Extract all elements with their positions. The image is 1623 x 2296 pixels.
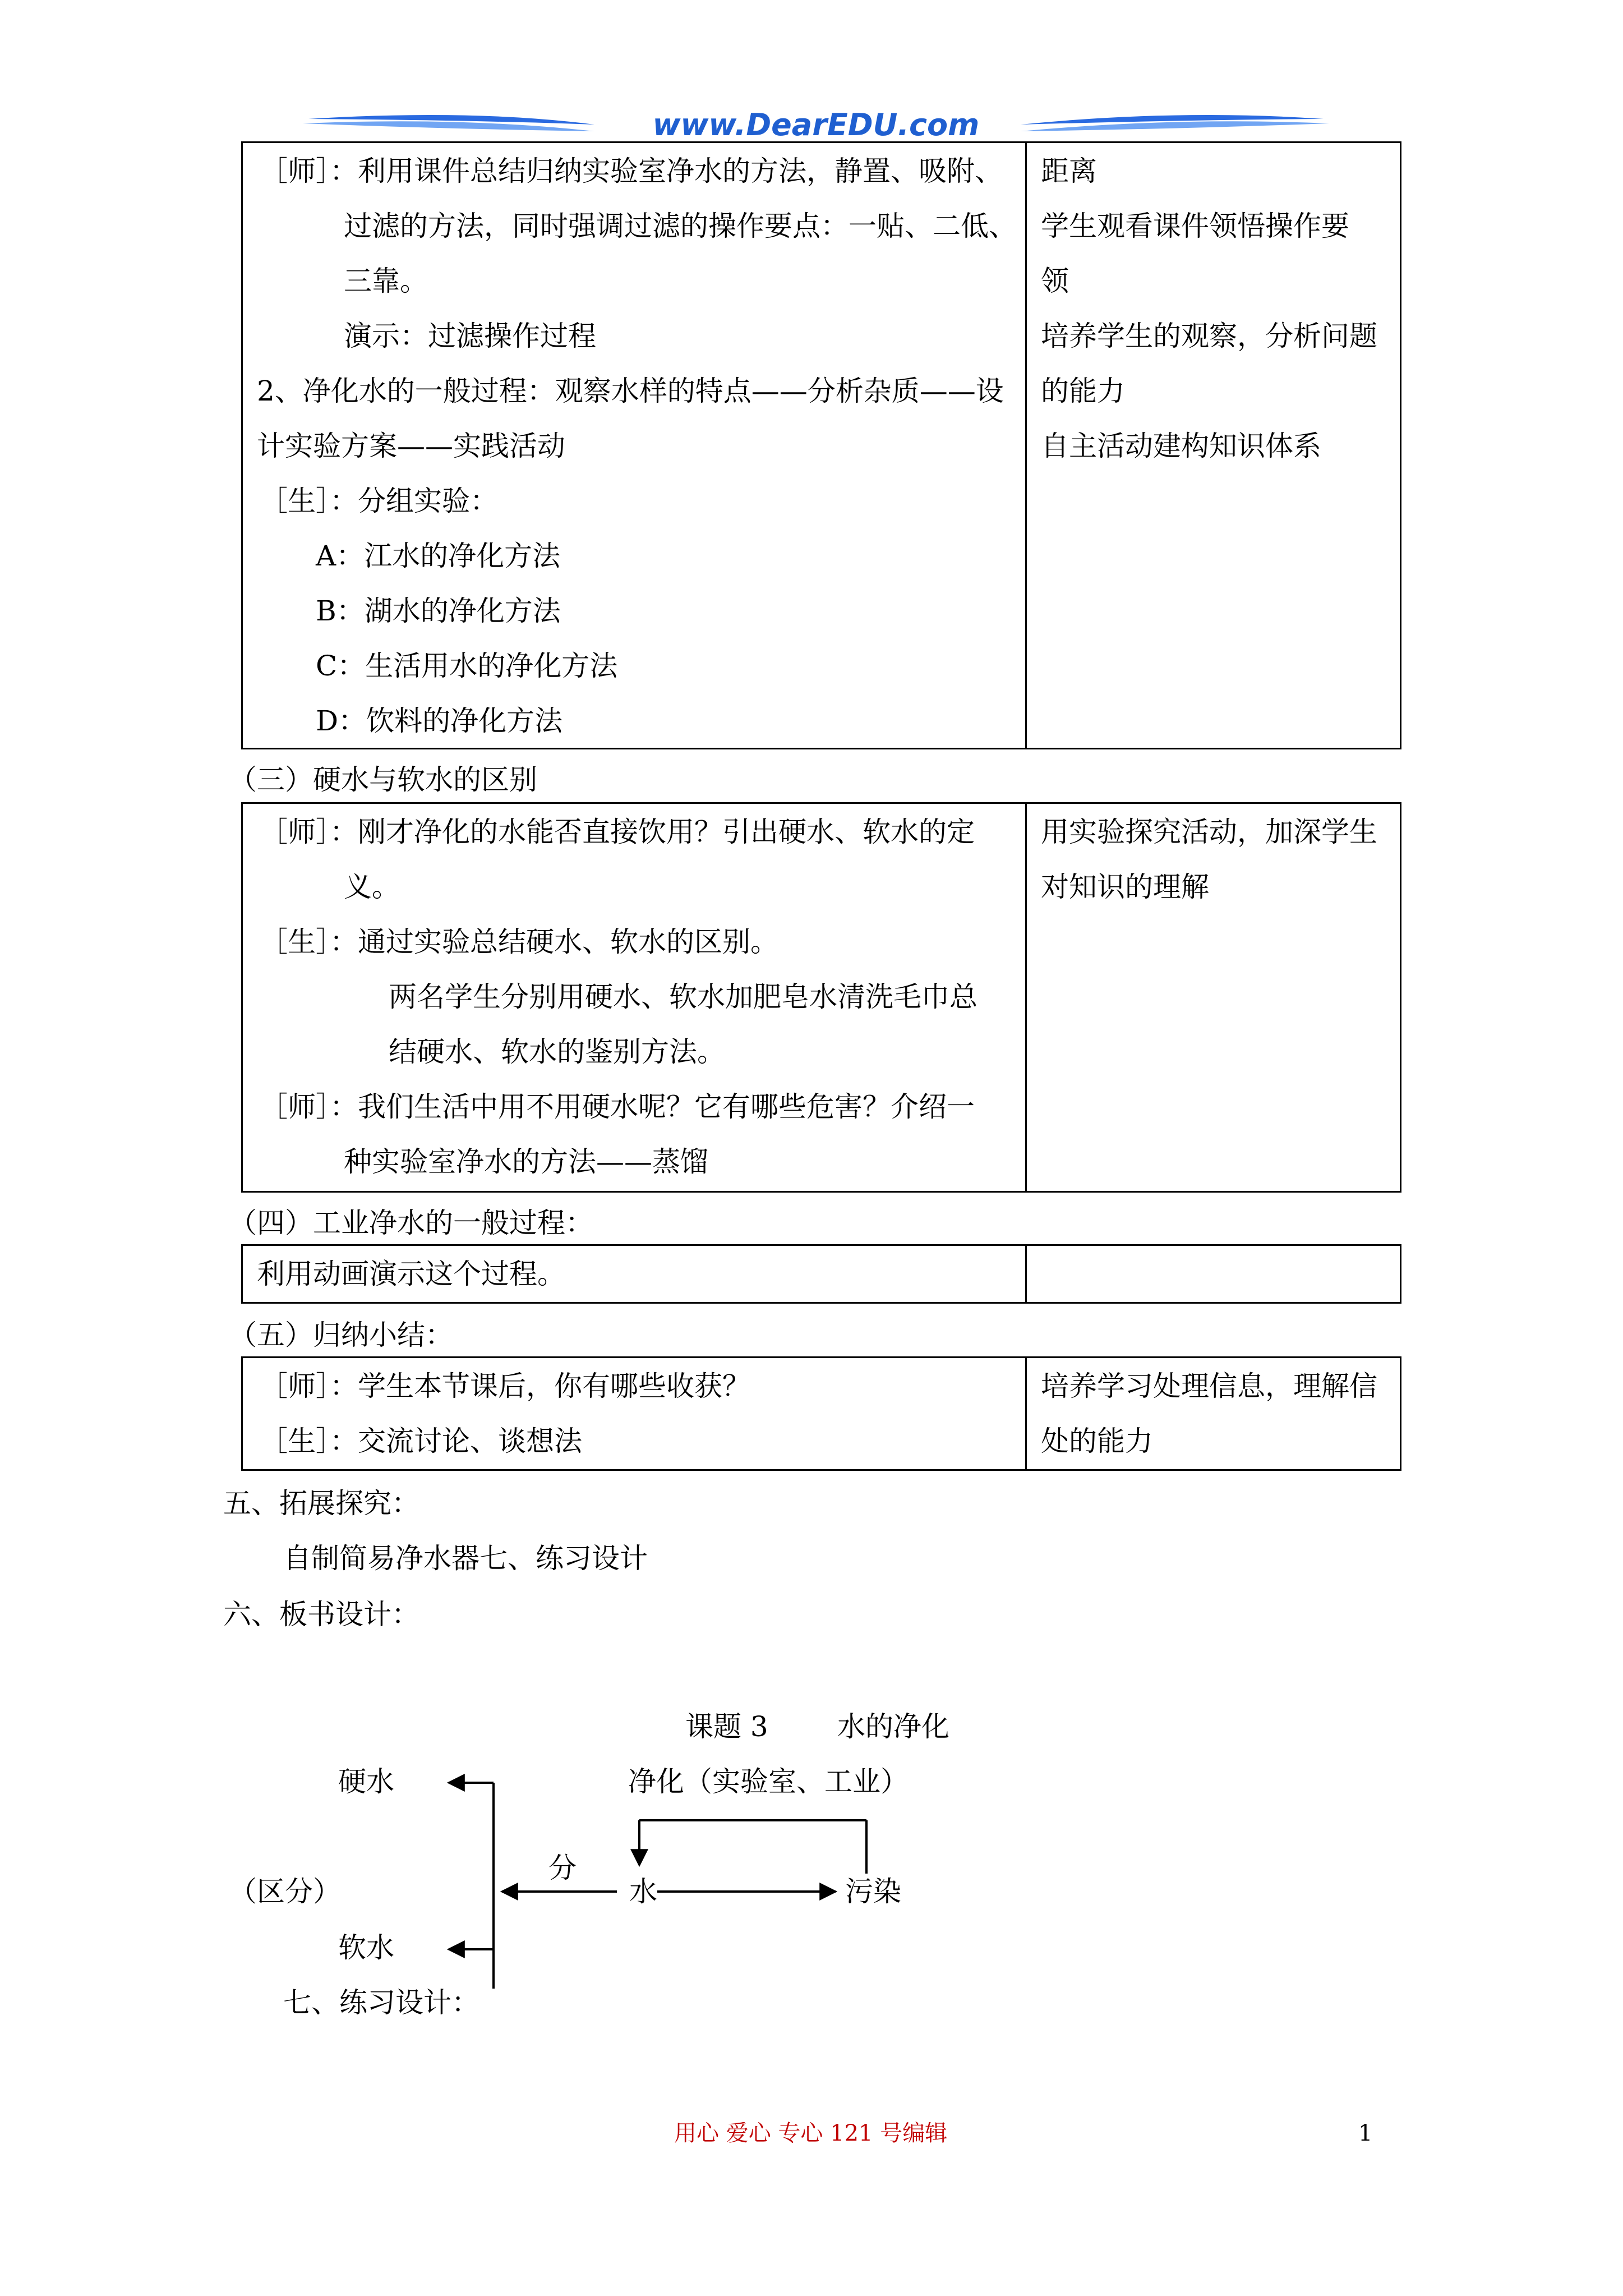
table-summary [241, 1356, 1401, 1471]
section-heading: （四）工业净水的一般过程： [229, 1207, 593, 1239]
table-summary-left [242, 1358, 1026, 1470]
board-pollution: 污染 [845, 1875, 901, 1908]
board-divide: 分 [548, 1852, 577, 1884]
text-line: 三靠。 [344, 265, 428, 297]
footer-text: 用心 爱心 专心 121 号编辑 [674, 2120, 948, 2146]
part-title: 五、拓展探究： [223, 1487, 419, 1520]
list-item: B：湖水的净化方法 [316, 595, 561, 627]
text-line: 培养学生的观察，分析问题 [1041, 320, 1377, 352]
part-title: 七、练习设计： [283, 1986, 479, 2019]
section-heading: （五）归纳小结： [229, 1319, 453, 1351]
text-line: 的能力 [1041, 375, 1125, 407]
text-line: 利用动画演示这个过程。 [257, 1258, 565, 1290]
text-line: 对知识的理解 [1041, 871, 1209, 903]
text-line: 自主活动建构知识体系 [1041, 430, 1321, 462]
list-item: D：饮料的净化方法 [316, 705, 563, 737]
text-line: 用实验探究活动，加深学生 [1041, 816, 1377, 848]
table-summary-right [1026, 1358, 1401, 1470]
part-title: 六、板书设计： [223, 1598, 419, 1631]
text-line: 义。 [344, 871, 400, 903]
text-line: 培养学习处理信息，理解信 [1041, 1370, 1377, 1402]
table-hard-soft-water-right [1026, 803, 1401, 1192]
board-title-lesson: 课题 3 [685, 1710, 768, 1743]
table-industrial-left [242, 1245, 1026, 1303]
board-hard-water: 硬水 [338, 1765, 394, 1798]
board-soft-water: 软水 [338, 1931, 394, 1964]
text-line: 结硬水、软水的鉴别方法。 [389, 1036, 725, 1068]
table-industrial [241, 1244, 1401, 1304]
text-line: 领 [1041, 265, 1069, 297]
table-hard-soft-water-left [242, 803, 1026, 1192]
text-line: 学生观看课件领悟操作要 [1041, 210, 1349, 242]
text-line: 过滤的方法，同时强调过滤的操作要点：一贴、二低、 [344, 210, 1017, 242]
part-body: 自制简易净水器七、练习设计 [283, 1542, 648, 1575]
board-purify: 净化（实验室、工业） [628, 1765, 909, 1798]
board-distinguish: （区分） [229, 1875, 341, 1908]
text-line: ［师］：学生本节课后，你有哪些收获？ [260, 1370, 750, 1402]
section-heading: （三）硬水与软水的区别 [229, 763, 537, 796]
table-filtration [241, 141, 1401, 749]
text-line: 演示：过滤操作过程 [344, 320, 596, 352]
logo-text: www.DearEDU.com [652, 107, 980, 142]
table-hard-soft-water [241, 802, 1401, 1193]
table-filtration-right [1026, 142, 1401, 749]
board-water: 水 [629, 1875, 657, 1908]
table-industrial-right [1026, 1245, 1401, 1303]
header-logo [303, 107, 1329, 146]
text-line: 两名学生分别用硬水、软水加肥皂水清洗毛巾总 [389, 981, 978, 1013]
list-item: C：生活用水的净化方法 [316, 650, 618, 682]
board-title-topic: 水的净化 [837, 1710, 949, 1743]
text-line: ［师］：刚才净化的水能否直接饮用？引出硬水、软水的定 [260, 816, 975, 848]
text-line: 计实验方案——实践活动 [257, 430, 565, 462]
text-line: ［生］：分组实验： [260, 485, 498, 517]
text-line: 距离 [1041, 155, 1097, 187]
text-line: ［生］：通过实验总结硬水、软水的区别。 [260, 926, 778, 958]
text-line: ［师］：我们生活中用不用硬水呢？它有哪些危害？介绍一 [260, 1091, 975, 1123]
text-line: 种实验室净水的方法——蒸馏 [344, 1145, 708, 1178]
list-item: A：江水的净化方法 [316, 540, 561, 572]
page-number: 1 [1358, 2120, 1373, 2146]
text-line: ［生］：交流讨论、谈想法 [260, 1425, 582, 1457]
table-filtration-left [242, 142, 1026, 749]
text-line: ［师］：利用课件总结归纳实验室净水的方法，静置、吸附、 [260, 155, 1003, 187]
text-line: 2、净化水的一般过程：观察水样的特点——分析杂质——设 [257, 375, 1004, 407]
text-line: 处的能力 [1041, 1425, 1153, 1457]
